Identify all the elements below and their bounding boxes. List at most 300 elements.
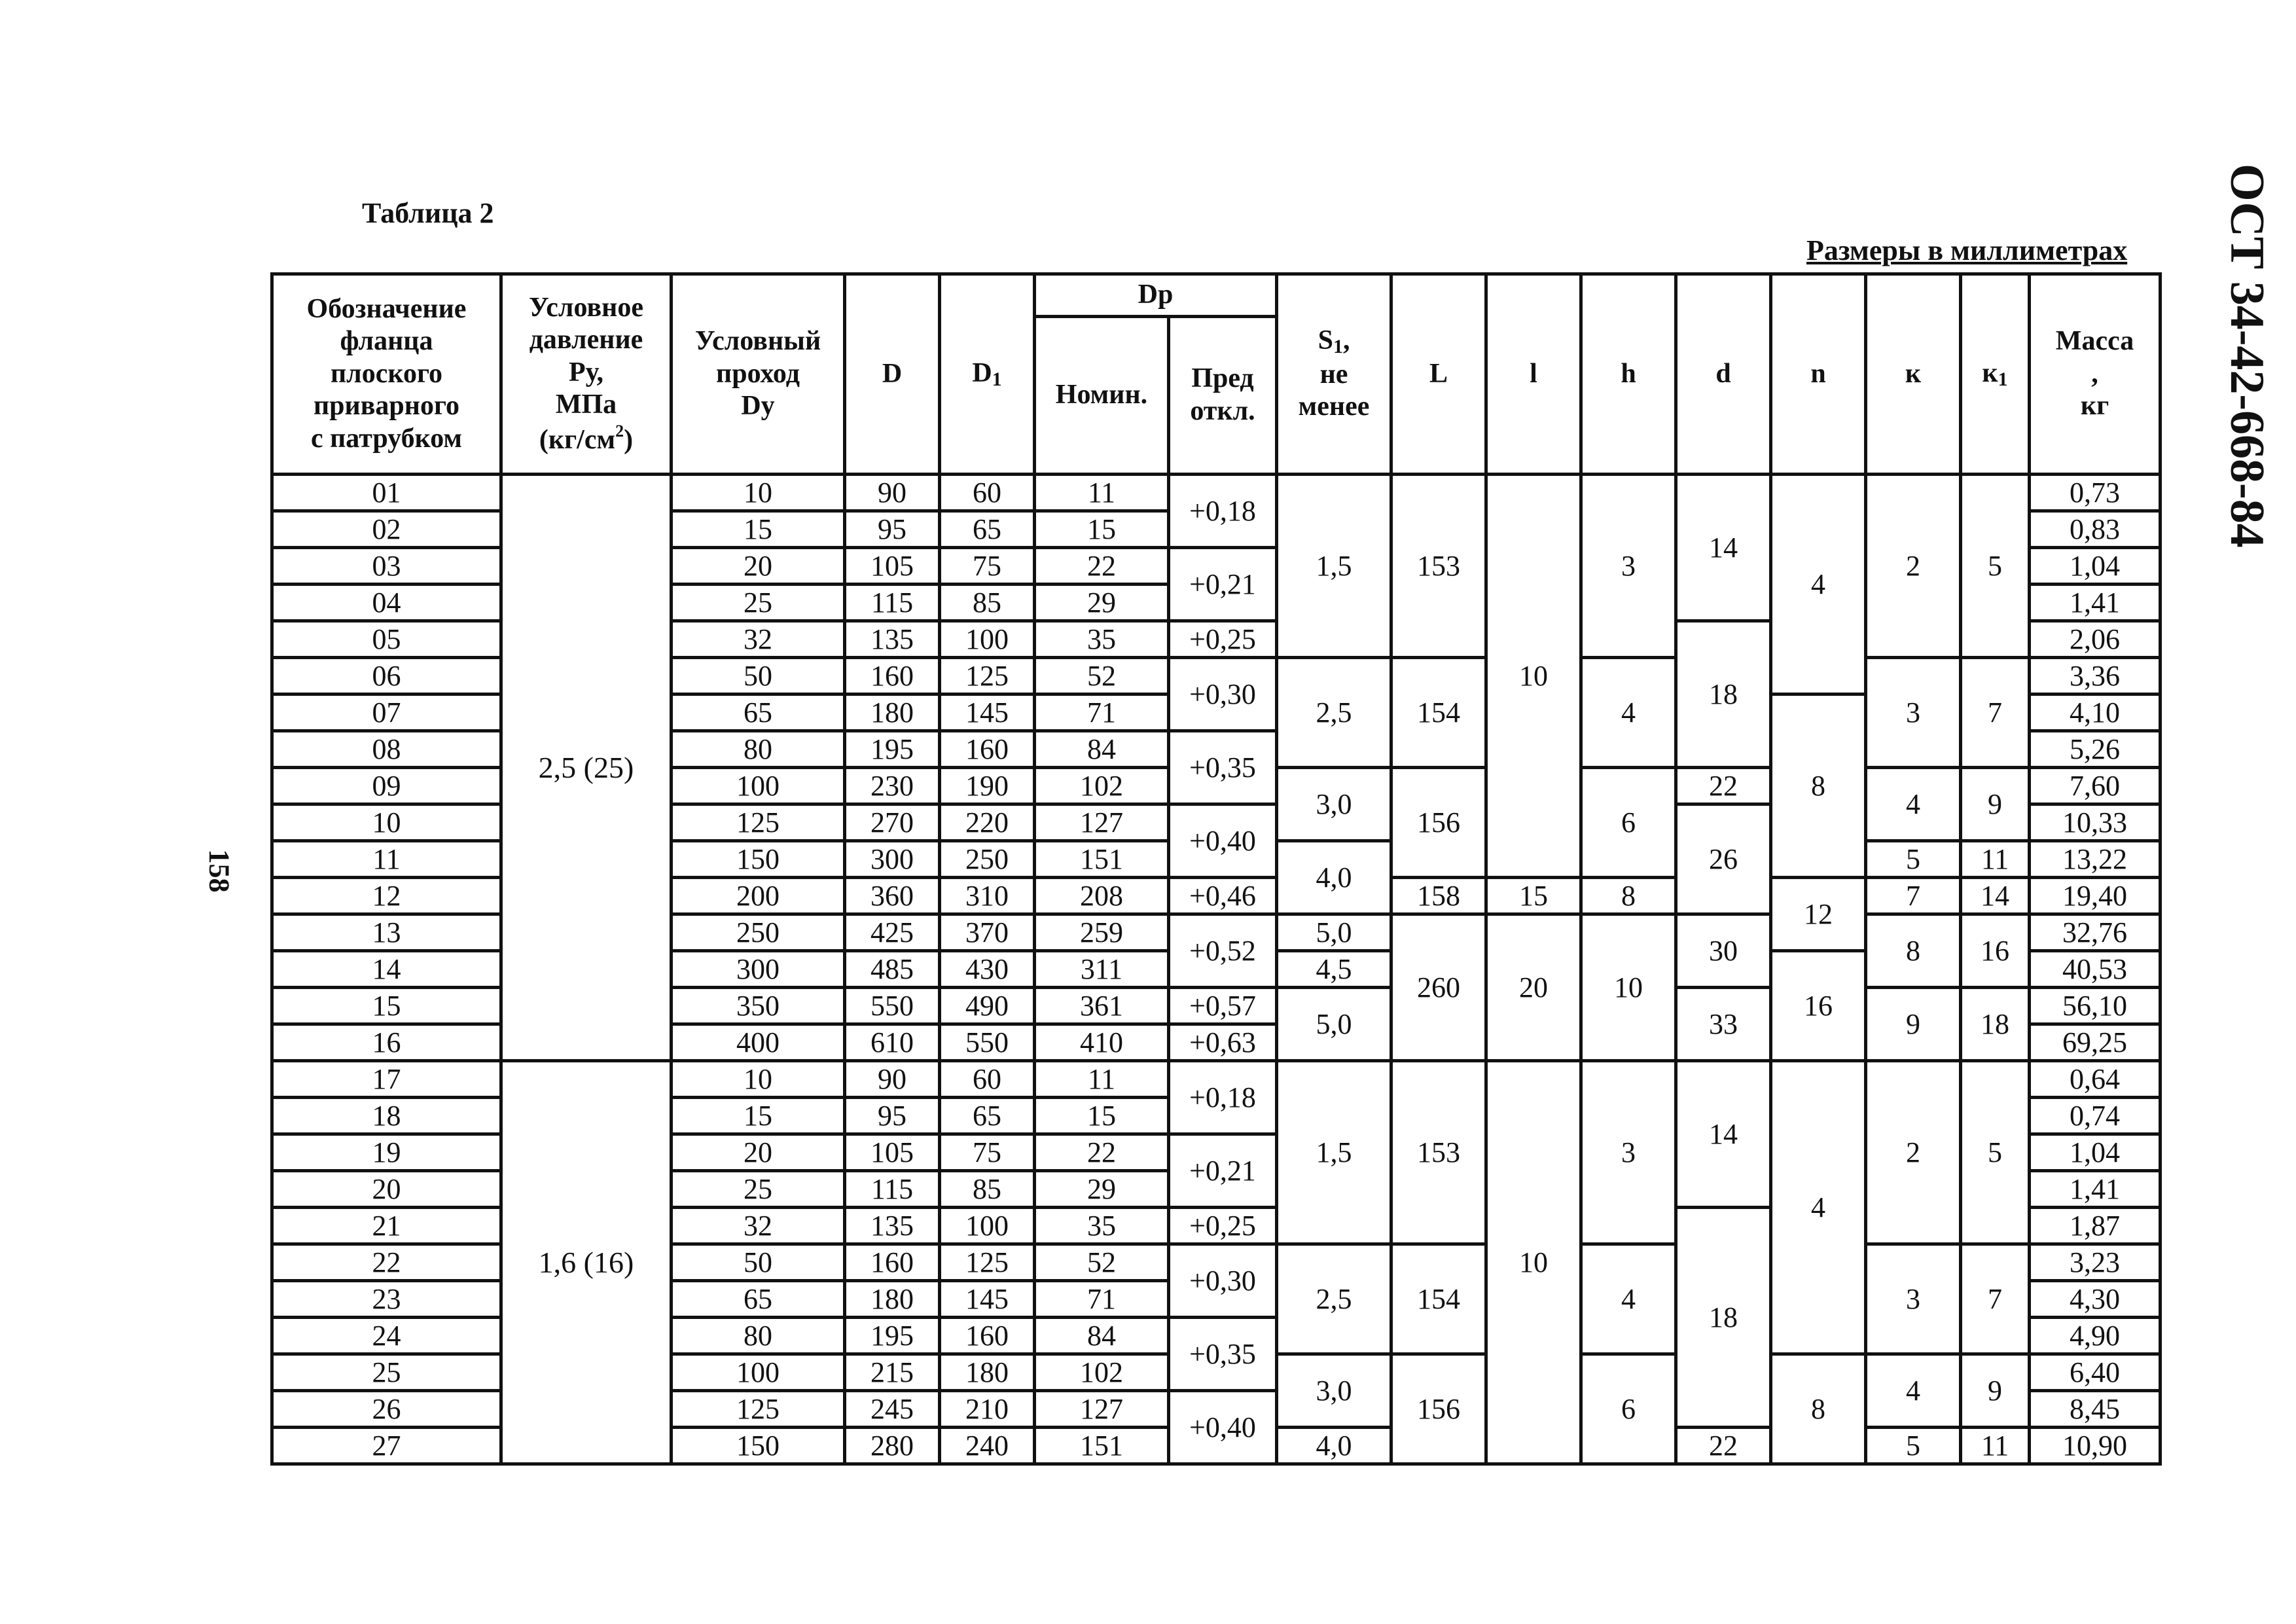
cell-nom: 22 (1035, 548, 1169, 585)
cell-n: 8 (1771, 695, 1866, 878)
cell-d1: 190 (940, 768, 1035, 804)
cell-n: 4 (1771, 1061, 1866, 1354)
cell-nom: 71 (1035, 1281, 1169, 1318)
cell-s1: 3,0 (1277, 1354, 1391, 1428)
cell-nom: 361 (1035, 988, 1169, 1024)
cell-k1: 5 (1961, 1061, 2030, 1244)
cell-id: 08 (272, 731, 501, 768)
cell-pressure: 2,5 (25) (501, 475, 672, 1061)
header-d: d (1676, 274, 1771, 475)
cell-nom: 35 (1035, 1208, 1169, 1244)
header-designation-line: с патрубком (310, 423, 463, 454)
table-caption: Таблица 2 (362, 197, 494, 229)
cell-h: 4 (1581, 1244, 1676, 1354)
header-designation-line: плоского (330, 358, 443, 389)
cell-k: 4 (1866, 1354, 1961, 1428)
cell-d1: 125 (940, 1244, 1035, 1281)
cell-id: 18 (272, 1098, 501, 1134)
cell-dy: 100 (672, 768, 845, 804)
cell-id: 11 (272, 841, 501, 878)
cell-dy: 125 (672, 1391, 845, 1428)
flange-dimensions-table (270, 272, 2162, 1466)
cell-dy: 65 (672, 1281, 845, 1318)
cell-d1: 250 (940, 841, 1035, 878)
header-pressure-unit-sup: 2 (615, 421, 624, 441)
cell-id: 23 (272, 1281, 501, 1318)
header-S1-text: S (1318, 325, 1333, 356)
cell-s1: 2,5 (1277, 1244, 1391, 1354)
cell-dev: +0,52 (1169, 914, 1277, 988)
cell-d: 195 (845, 1318, 940, 1354)
cell-k1: 14 (1961, 878, 2030, 914)
cell-d: 160 (845, 658, 940, 695)
cell-d1: 125 (940, 658, 1035, 695)
cell-dy: 10 (672, 475, 845, 511)
cell-d: 180 (845, 695, 940, 731)
cell-s1: 4,0 (1277, 1428, 1391, 1464)
cell-mass: 19,40 (2030, 878, 2161, 914)
cell-nom: 410 (1035, 1024, 1169, 1061)
cell-dy: 400 (672, 1024, 845, 1061)
cell-d: 115 (845, 585, 940, 621)
cell-dy: 150 (672, 841, 845, 878)
cell-k1: 9 (1961, 1354, 2030, 1428)
cell-l: 154 (1391, 658, 1486, 768)
cell-d: 105 (845, 1134, 940, 1171)
cell-d1: 100 (940, 1208, 1035, 1244)
cell-nom: 311 (1035, 951, 1169, 988)
cell-k1: 16 (1961, 914, 2030, 988)
cell-d1: 75 (940, 1134, 1035, 1171)
units-note: Размеры в миллиметрах (1806, 234, 2128, 266)
cell-dy: 150 (672, 1428, 845, 1464)
cell-d1: 145 (940, 1281, 1035, 1318)
cell-mass: 0,74 (2030, 1098, 2161, 1134)
cell-l: 10 (1486, 1061, 1581, 1464)
cell-s1: 2,5 (1277, 658, 1391, 768)
cell-dy: 250 (672, 914, 845, 951)
cell-k: 3 (1866, 658, 1961, 768)
table-body (272, 475, 2161, 1464)
cell-nom: 52 (1035, 1244, 1169, 1281)
header-designation-line: приварного (313, 391, 460, 422)
cell-s1: 3,0 (1277, 768, 1391, 841)
cell-dy: 25 (672, 585, 845, 621)
header-pressure-line: Условное (529, 292, 643, 323)
cell-dy: 32 (672, 1208, 845, 1244)
cell-d1: 220 (940, 804, 1035, 841)
cell-l: 10 (1486, 475, 1581, 878)
header-dy-line: Dy (741, 391, 775, 422)
cell-k: 7 (1866, 878, 1961, 914)
cell-nom: 11 (1035, 1061, 1169, 1098)
cell-mass: 4,90 (2030, 1318, 2161, 1354)
cell-nom: 52 (1035, 658, 1169, 695)
cell-id: 27 (272, 1428, 501, 1464)
cell-dy: 15 (672, 1098, 845, 1134)
cell-dev: +0,30 (1169, 1244, 1277, 1318)
cell-nom: 127 (1035, 1391, 1169, 1428)
cell-dev: +0,21 (1169, 548, 1277, 621)
cell-mass: 0,64 (2030, 1061, 2161, 1098)
cell-nom: 84 (1035, 731, 1169, 768)
page-number: 158 (203, 849, 236, 893)
cell-mass: 8,45 (2030, 1391, 2161, 1428)
cell-nom: 22 (1035, 1134, 1169, 1171)
cell-d1: 430 (940, 951, 1035, 988)
cell-mass: 6,40 (2030, 1354, 2161, 1391)
cell-dev: +0,46 (1169, 878, 1277, 914)
cell-k: 2 (1866, 1061, 1961, 1244)
cell-d1: 310 (940, 878, 1035, 914)
header-S1-symbol (1278, 325, 1390, 358)
cell-d: 14 (1676, 1061, 1771, 1208)
cell-id: 03 (272, 548, 501, 585)
cell-mass: 40,53 (2030, 951, 2161, 988)
cell-d1: 145 (940, 695, 1035, 731)
cell-dev: +0,57 (1169, 988, 1277, 1024)
header-k1-sub: 1 (1998, 368, 2008, 390)
cell-dy: 125 (672, 804, 845, 841)
header-mass (2030, 274, 2161, 475)
cell-d: 245 (845, 1391, 940, 1428)
table-row (272, 475, 2161, 511)
cell-h: 6 (1581, 768, 1676, 878)
cell-d1: 60 (940, 475, 1035, 511)
cell-k: 4 (1866, 768, 1961, 841)
cell-d: 215 (845, 1354, 940, 1391)
cell-dy: 80 (672, 731, 845, 768)
cell-nom: 29 (1035, 1171, 1169, 1208)
cell-h: 4 (1581, 658, 1676, 768)
cell-mass: 4,10 (2030, 695, 2161, 731)
cell-k: 2 (1866, 475, 1961, 658)
cell-mass: 69,25 (2030, 1024, 2161, 1061)
cell-mass: 7,60 (2030, 768, 2161, 804)
cell-pressure: 1,6 (16) (501, 1061, 672, 1464)
cell-id: 06 (272, 658, 501, 695)
cell-nom: 102 (1035, 1354, 1169, 1391)
cell-l: 154 (1391, 1244, 1486, 1354)
cell-dy: 350 (672, 988, 845, 1024)
cell-d1: 160 (940, 1318, 1035, 1354)
header-pressure-line: МПа (555, 389, 617, 420)
header-dp-deviation (1169, 317, 1277, 475)
cell-d: 105 (845, 548, 940, 585)
cell-d1: 160 (940, 731, 1035, 768)
header-n: n (1771, 274, 1866, 475)
cell-s1: 1,5 (1277, 475, 1391, 658)
cell-nom: 15 (1035, 511, 1169, 548)
header-designation-line: фланца (340, 326, 433, 357)
cell-l: 156 (1391, 768, 1486, 878)
cell-d1: 370 (940, 914, 1035, 951)
cell-nom: 151 (1035, 841, 1169, 878)
cell-mass: 4,30 (2030, 1281, 2161, 1318)
cell-d: 90 (845, 475, 940, 511)
cell-d: 115 (845, 1171, 940, 1208)
cell-id: 02 (272, 511, 501, 548)
cell-id: 21 (272, 1208, 501, 1244)
header-D1-text: D (972, 357, 992, 388)
cell-n: 8 (1771, 1354, 1866, 1464)
cell-d: 610 (845, 1024, 940, 1061)
header-h: h (1581, 274, 1676, 475)
cell-dy: 25 (672, 1171, 845, 1208)
header-designation (272, 274, 501, 475)
cell-dy: 20 (672, 548, 845, 585)
cell-mass: 1,41 (2030, 1171, 2161, 1208)
cell-nom: 102 (1035, 768, 1169, 804)
cell-d: 22 (1676, 1428, 1771, 1464)
cell-d1: 65 (940, 511, 1035, 548)
cell-nom: 127 (1035, 804, 1169, 841)
cell-nom: 259 (1035, 914, 1169, 951)
cell-l: 158 (1391, 878, 1486, 914)
cell-k: 8 (1866, 914, 1961, 988)
cell-mass: 0,73 (2030, 475, 2161, 511)
cell-l: 153 (1391, 1061, 1486, 1244)
cell-dy: 100 (672, 1354, 845, 1391)
cell-id: 25 (272, 1354, 501, 1391)
header-k1-text: к (1982, 357, 1998, 388)
cell-dy: 20 (672, 1134, 845, 1171)
cell-dy: 65 (672, 695, 845, 731)
cell-d1: 490 (940, 988, 1035, 1024)
cell-mass: 10,90 (2030, 1428, 2161, 1464)
cell-id: 12 (272, 878, 501, 914)
cell-s1: 4,0 (1277, 841, 1391, 914)
cell-nom: 71 (1035, 695, 1169, 731)
header-pressure (501, 274, 672, 475)
cell-h: 8 (1581, 878, 1676, 914)
cell-mass: 2,06 (2030, 621, 2161, 658)
cell-d: 30 (1676, 914, 1771, 988)
cell-dev: +0,25 (1169, 621, 1277, 658)
cell-dy: 80 (672, 1318, 845, 1354)
cell-dy: 50 (672, 1244, 845, 1281)
cell-d: 26 (1676, 804, 1771, 914)
table-row (272, 1061, 2161, 1098)
cell-dy: 15 (672, 511, 845, 548)
cell-k1: 5 (1961, 475, 2030, 658)
cell-d1: 210 (940, 1391, 1035, 1428)
cell-mass: 1,87 (2030, 1208, 2161, 1244)
header-k: к (1866, 274, 1961, 475)
cell-k1: 9 (1961, 768, 2030, 841)
cell-d: 300 (845, 841, 940, 878)
cell-d: 22 (1676, 768, 1771, 804)
header-dp-nominal: Номин. (1035, 317, 1169, 475)
cell-s1: 1,5 (1277, 1061, 1391, 1244)
cell-k1: 7 (1961, 658, 2030, 768)
cell-id: 05 (272, 621, 501, 658)
cell-dy: 32 (672, 621, 845, 658)
cell-id: 20 (272, 1171, 501, 1208)
header-dy-line: проход (716, 358, 800, 389)
cell-dy: 50 (672, 658, 845, 695)
cell-d: 280 (845, 1428, 940, 1464)
header-D: D (845, 274, 940, 475)
cell-d1: 85 (940, 585, 1035, 621)
header-S1-line: не (1319, 359, 1348, 389)
cell-mass: 1,04 (2030, 1134, 2161, 1171)
cell-d: 270 (845, 804, 940, 841)
cell-dev: +0,21 (1169, 1134, 1277, 1208)
cell-h: 10 (1581, 914, 1676, 1061)
cell-d: 18 (1676, 621, 1771, 768)
cell-id: 10 (272, 804, 501, 841)
header-Dp: Dp (1035, 274, 1277, 317)
cell-nom: 11 (1035, 475, 1169, 511)
cell-d: 33 (1676, 988, 1771, 1061)
cell-k1: 18 (1961, 988, 2030, 1061)
header-mass-line: кг (2080, 391, 2109, 422)
cell-d: 90 (845, 1061, 940, 1098)
header-L: L (1391, 274, 1486, 475)
cell-d1: 100 (940, 621, 1035, 658)
cell-k1: 7 (1961, 1244, 2030, 1354)
cell-h: 3 (1581, 475, 1676, 658)
cell-d: 95 (845, 511, 940, 548)
document-code: ОСТ 34-42-668-84 (2220, 164, 2274, 548)
cell-k: 5 (1866, 841, 1961, 878)
cell-id: 09 (272, 768, 501, 804)
cell-nom: 208 (1035, 878, 1169, 914)
header-designation-line: Обозначение (306, 293, 467, 324)
cell-d: 360 (845, 878, 940, 914)
cell-s1: 5,0 (1277, 914, 1391, 951)
cell-mass: 0,83 (2030, 511, 2161, 548)
cell-k: 5 (1866, 1428, 1961, 1464)
header-pressure-unit-text: (кг/см (539, 424, 616, 455)
cell-dev: +0,63 (1169, 1024, 1277, 1061)
header-D1 (940, 274, 1035, 475)
cell-id: 13 (272, 914, 501, 951)
cell-mass: 1,04 (2030, 548, 2161, 585)
cell-d1: 240 (940, 1428, 1035, 1464)
cell-d: 195 (845, 731, 940, 768)
cell-id: 07 (272, 695, 501, 731)
cell-mass: 32,76 (2030, 914, 2161, 951)
cell-d: 135 (845, 1208, 940, 1244)
cell-k: 9 (1866, 988, 1961, 1061)
cell-k1: 11 (1961, 841, 2030, 878)
cell-mass: 5,26 (2030, 731, 2161, 768)
cell-k1: 11 (1961, 1428, 2030, 1464)
cell-k: 3 (1866, 1244, 1961, 1354)
cell-d: 95 (845, 1098, 940, 1134)
cell-d1: 85 (940, 1171, 1035, 1208)
header-dp-deviation-line: откл. (1190, 396, 1255, 426)
header-mass-line: , (2091, 358, 2098, 389)
cell-dev: +0,35 (1169, 1318, 1277, 1391)
cell-d: 425 (845, 914, 940, 951)
header-mass-line: Масса (2055, 326, 2134, 357)
cell-h: 6 (1581, 1354, 1676, 1464)
cell-nom: 35 (1035, 621, 1169, 658)
cell-nom: 84 (1035, 1318, 1169, 1354)
cell-dy: 200 (672, 878, 845, 914)
cell-id: 19 (272, 1134, 501, 1171)
cell-s1: 5,0 (1277, 988, 1391, 1061)
cell-l: 153 (1391, 475, 1486, 658)
cell-dev: +0,25 (1169, 1208, 1277, 1244)
header-pressure-line: Ру, (569, 357, 603, 388)
cell-id: 15 (272, 988, 501, 1024)
cell-n: 12 (1771, 878, 1866, 951)
cell-l: 260 (1391, 914, 1486, 1061)
cell-dev: +0,18 (1169, 1061, 1277, 1134)
cell-mass: 1,41 (2030, 585, 2161, 621)
cell-mass: 3,36 (2030, 658, 2161, 695)
cell-d: 18 (1676, 1208, 1771, 1428)
cell-d: 135 (845, 621, 940, 658)
header-dp-deviation-line: Пред (1191, 363, 1254, 394)
header-D1-sub: 1 (992, 368, 1002, 390)
cell-d1: 550 (940, 1024, 1035, 1061)
cell-d: 160 (845, 1244, 940, 1281)
cell-id: 04 (272, 585, 501, 621)
cell-id: 17 (272, 1061, 501, 1098)
cell-l: 156 (1391, 1354, 1486, 1464)
cell-dy: 10 (672, 1061, 845, 1098)
cell-mass: 13,22 (2030, 841, 2161, 878)
cell-id: 22 (272, 1244, 501, 1281)
header-k1 (1961, 274, 2030, 475)
cell-d: 550 (845, 988, 940, 1024)
cell-n: 4 (1771, 475, 1866, 695)
cell-dev: +0,40 (1169, 804, 1277, 878)
cell-dev: +0,18 (1169, 475, 1277, 548)
cell-id: 01 (272, 475, 501, 511)
cell-l: 15 (1486, 878, 1581, 914)
header-pressure-unit (503, 422, 670, 457)
header-l: l (1486, 274, 1581, 475)
cell-h: 3 (1581, 1061, 1676, 1244)
cell-d: 14 (1676, 475, 1771, 621)
cell-dy: 300 (672, 951, 845, 988)
header-S1-comma: , (1342, 325, 1350, 356)
header-dy (672, 274, 845, 475)
cell-nom: 15 (1035, 1098, 1169, 1134)
cell-id: 16 (272, 1024, 501, 1061)
cell-nom: 29 (1035, 585, 1169, 621)
cell-id: 24 (272, 1318, 501, 1354)
cell-mass: 3,23 (2030, 1244, 2161, 1281)
cell-mass: 56,10 (2030, 988, 2161, 1024)
header-pressure-unit-close: ) (624, 424, 634, 455)
cell-d1: 75 (940, 548, 1035, 585)
cell-d1: 60 (940, 1061, 1035, 1098)
cell-n: 16 (1771, 951, 1866, 1061)
cell-d: 230 (845, 768, 940, 804)
header-S1-line: менее (1298, 391, 1370, 422)
cell-mass: 10,33 (2030, 804, 2161, 841)
cell-dev: +0,40 (1169, 1391, 1277, 1464)
cell-nom: 151 (1035, 1428, 1169, 1464)
header-S1-sub: 1 (1333, 336, 1343, 358)
cell-d: 485 (845, 951, 940, 988)
header-pressure-line: давление (529, 325, 643, 355)
header-dy-line: Условный (694, 326, 821, 357)
cell-l: 20 (1486, 914, 1581, 1061)
cell-d: 180 (845, 1281, 940, 1318)
cell-id: 26 (272, 1391, 501, 1428)
cell-s1: 4,5 (1277, 951, 1391, 988)
cell-d1: 180 (940, 1354, 1035, 1391)
header-S1 (1277, 274, 1391, 475)
